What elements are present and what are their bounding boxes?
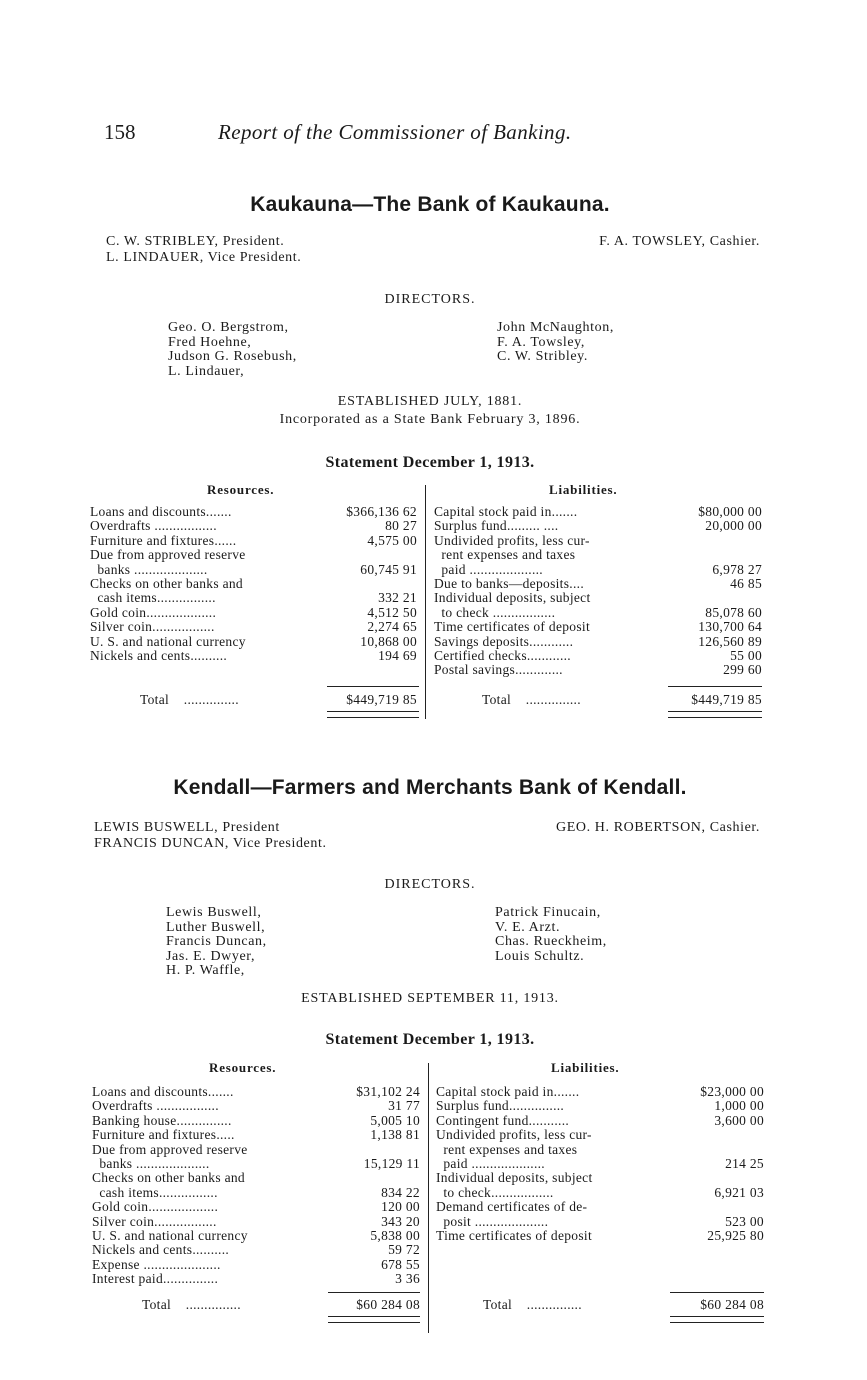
table-row: banks .................... 15,129 11 [92,1155,420,1171]
bank-title: Kaukauna—The Bank of Kaukauna. [250,193,610,216]
double-underline [668,711,762,718]
table-row: Gold coin................... 120 00 [92,1199,420,1215]
table-row: Overdrafts ................. 31 77 [92,1098,420,1114]
director-name: L. Lindauer, [168,363,245,379]
total-label: Total ............... [140,692,239,707]
officer-cashier: GEO. H. ROBERTSON, Cashier. [556,820,760,835]
table-row: Overdrafts ................. 80 27 [90,518,417,534]
table-row: Silver coin................. 2,274 65 [90,619,417,635]
statement-heading: Statement December 1, 1913. [325,1031,535,1048]
liabilities-table [436,1085,764,1243]
table-row: Loans and discounts....... $31,102 24 [92,1084,420,1099]
table-row: Time certificates of deposit 25,925 80 [436,1227,764,1243]
table-row: Certified checks............ 55 00 [434,647,762,663]
table-row: Demand certificates of de- [436,1199,588,1215]
director-name: Geo. O. Bergstrom, [168,320,289,335]
table-row: Due to banks—deposits.... 46 85 [434,575,762,591]
table-row: Due from approved reserve [92,1141,248,1157]
table-row: cash items................ 834 22 [92,1184,420,1200]
table-row: Undivided profits, less cur- [436,1127,592,1143]
table-row: Nickels and cents.......... 59 72 [92,1242,420,1258]
column-divider [425,485,426,719]
directors-list-left [166,906,267,979]
liabilities-heading: Liabilities. [551,1060,620,1075]
table-row: Gold coin................... 4,512 50 [90,604,417,620]
director-name: Francis Duncan, [166,934,267,949]
table-row: posit .................... 523 00 [436,1213,764,1229]
total-label: Total ............... [482,692,581,707]
bank-title: Kendall—Farmers and Merchants Bank of Kendall. [173,776,687,799]
directors-list-right [497,321,614,365]
table-row: rent expenses and taxes [436,1141,578,1157]
total-amount: $449,719 85 [691,692,762,707]
table-row: Time certificates of deposit 130,700 64 [434,619,762,635]
table-row: Contingent fund........... 3,600 00 [436,1112,764,1128]
officer-cashier: F. A. TOWSLEY, Cashier. [599,234,760,249]
directors-list-right [495,906,607,964]
directors-heading: DIRECTORS. [384,292,476,307]
subtotal-rule [328,1292,420,1293]
statement-heading: Statement December 1, 1913. [325,454,535,471]
table-row: U. S. and national currency 10,868 00 [90,633,417,649]
table-row: Furniture and fixtures..... 1,138 81 [92,1127,420,1143]
table-row: banks .................... 60,745 91 [90,561,417,577]
officers-left [106,234,301,266]
table-row: rent expenses and taxes [434,547,576,563]
table-row: paid .................... 214 25 [436,1155,764,1171]
resources-heading: Resources. [209,1060,277,1075]
table-row: Capital stock paid in....... $23,000 00 [436,1084,764,1099]
total-label: Total ............... [142,1297,241,1312]
director-name: H. P. Waffle, [166,963,245,978]
table-row: Due from approved reserve [90,547,246,563]
liabilities-table [434,505,762,678]
table-row: Banking house............... 5,005 10 [92,1112,420,1128]
table-row: Interest paid............... 3 36 [92,1271,420,1287]
subtotal-rule [670,1292,764,1293]
established-date: ESTABLISHED JULY, 1881. [337,394,523,409]
officers-left [94,820,327,852]
director-name: C. W. Stribley. [497,349,588,364]
total-amount: $449,719 85 [346,692,417,707]
table-row: to check ................. 85,078 60 [434,604,762,620]
officer-president: LEWIS BUSWELL, President [94,820,280,835]
resources-table [92,1085,420,1286]
table-row: Silver coin................. 343 20 [92,1213,420,1229]
director-name: Judson G. Rosebush, [168,349,297,364]
table-row: Capital stock paid in....... $80,000 00 [434,504,762,519]
director-name: Patrick Finucain, [495,905,601,920]
table-row: paid .................... 6,978 27 [434,561,762,577]
directors-heading: DIRECTORS. [384,877,476,892]
subtotal-rule [327,686,419,687]
table-row: Surplus fund......... .... 20,000 00 [434,518,762,534]
incorporation-note: Incorporated as a State Bank February 3, 1896. [279,412,581,427]
table-row: Nickels and cents.......... 194 69 [90,647,417,663]
subtotal-rule [668,686,762,687]
double-underline [328,1316,420,1323]
director-name: Fred Hoehne, [168,334,252,350]
page-number: 158 [104,120,136,144]
table-row: Individual deposits, subject [436,1170,593,1186]
director-name: F. A. Towsley, [497,334,585,350]
director-name: Luther Buswell, [166,919,266,935]
column-divider [428,1063,429,1333]
running-title: Report of the Commissioner of Banking. [218,120,572,144]
resources-heading: Resources. [207,482,275,497]
director-name: John McNaughton, [497,320,614,335]
table-row: Loans and discounts....... $366,136 62 [90,504,417,519]
table-row: U. S. and national currency 5,838 00 [92,1227,420,1243]
table-row: Expense ..................... 678 55 [92,1256,420,1272]
director-name: V. E. Arzt. [495,919,561,935]
director-name: Louis Schultz. [495,948,585,964]
total-amount: $60 284 08 [700,1297,764,1312]
liabilities-heading: Liabilities. [549,482,618,497]
table-row: Checks on other banks and [90,575,243,591]
director-name: Chas. Rueckheim, [495,934,607,949]
resources-table [90,505,417,663]
director-name: Jas. E. Dwyer, [166,948,256,964]
director-name: Lewis Buswell, [166,905,262,920]
table-row: Postal savings............. 299 60 [434,662,762,678]
double-underline [327,711,419,718]
double-underline [670,1316,764,1323]
total-label: Total ............... [483,1297,582,1312]
officer-vice-president: FRANCIS DUNCAN, Vice President. [94,836,327,851]
table-row: Individual deposits, subject [434,590,591,606]
officer-vice-president: L. LINDAUER, Vice President. [106,250,302,265]
table-row: Savings deposits............ 126,560 89 [434,633,762,649]
total-amount: $60 284 08 [356,1297,420,1312]
officer-president: C. W. STRIBLEY, President. [106,234,285,249]
table-row: Furniture and fixtures...... 4,575 00 [90,532,417,548]
table-row: to check................. 6,921 03 [436,1184,764,1200]
established-date: ESTABLISHED SEPTEMBER 11, 1913. [301,991,559,1006]
table-row: Undivided profits, less cur- [434,532,590,548]
table-row: cash items................ 332 21 [90,590,417,606]
directors-list-left [168,321,297,379]
table-row: Surplus fund............... 1,000 00 [436,1098,764,1114]
table-row: Checks on other banks and [92,1170,245,1186]
